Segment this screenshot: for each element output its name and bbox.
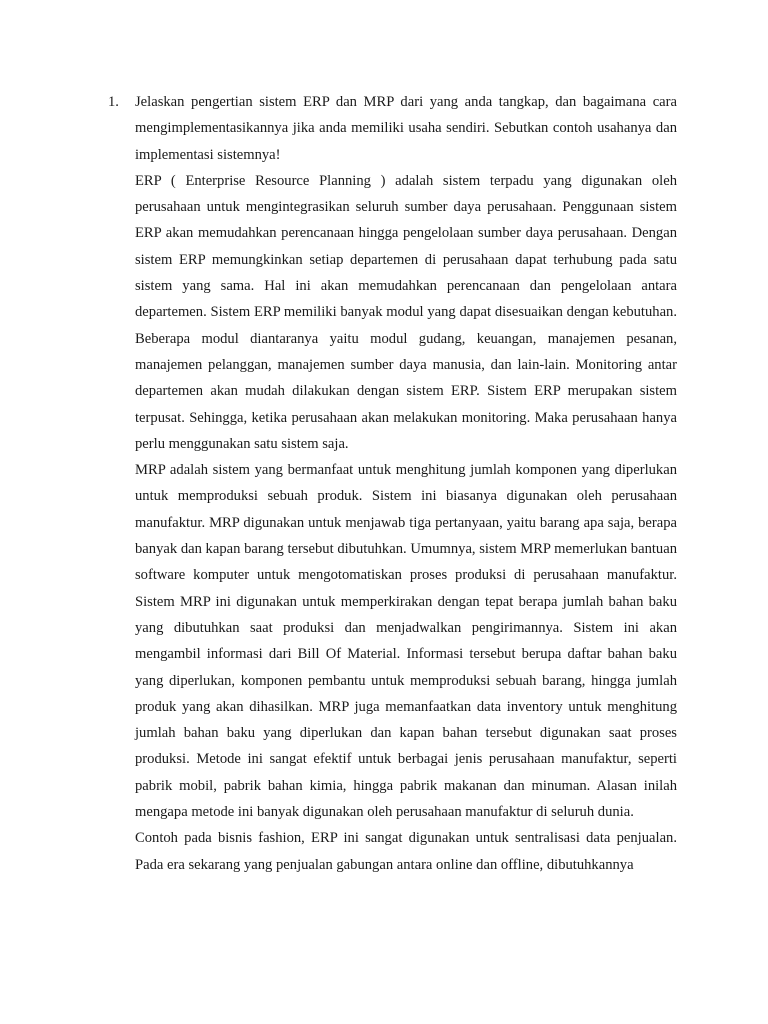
answer-paragraph-erp: ERP ( Enterprise Resource Planning ) adalah sistem terpadu yang digunakan oleh perusahaan untuk mengintegrasikan seluruh sumber daya perusahaan. Penggunaan sistem ERP akan memudahkan perencanaan hingga pengelolaan sumber daya perusahaan. Dengan sistem ERP memungkinkan setiap departemen di perusahaan dapat terhubung pada satu sistem yang sama. Hal ini akan memudahkan perencanaan dan pengelolaan antara departemen. Sistem ERP memiliki banyak modul yang dapat disesuaikan dengan kebutuhan. Beberapa modul diantaranya yaitu modul gudang, keuangan, manajemen pesanan, manajemen pelanggan, manajemen sumber daya manusia, dan lain-lain. Monitoring antar departemen akan mudah dilakukan dengan sistem ERP. Sistem ERP merupakan sistem terpusat. Sehingga, ketika perusahaan akan melakukan monitoring. Maka perusahaan hanya perlu menggunakan satu sistem saja. xyxy=(135,172,677,452)
question-text: Jelaskan pengertian sistem ERP dan MRP dari yang anda tangkap, dan bagaimana cara mengimplementasikannya jika anda memiliki usaha sendiri. Sebutkan contoh usahanya dan implementasi sistemnya! xyxy=(135,94,677,163)
list-number: 1. xyxy=(108,94,119,110)
answer-paragraph-mrp: MRP adalah sistem yang bermanfaat untuk menghitung jumlah komponen yang diperlukan untuk memproduksi sebuah produk. Sistem ini biasanya digunakan oleh perusahaan manufaktur. MRP digunakan untuk menjawab tiga pertanyaan, yaitu barang apa saja, berapa banyak dan kapan barang tersebut dibutuhkan. Umumnya, sistem MRP memerlukan bantuan software komputer untuk mengotomatiskan proses produksi di perusahaan manufaktur. Sistem MRP ini digunakan untuk memperkirakan dengan tepat berapa jumlah bahan baku yang dibutuhkan saat produksi dan menjadwalkan pengirimannya. Sistem ini akan mengambil informasi dari Bill Of Material. Informasi tersebut berupa daftar bahan baku yang diperlukan, komponen pembantu untuk memproduksi sebuah barang, hingga jumlah produk yang akan dihasilkan. MRP juga memanfaatkan data inventory untuk menghitung jumlah bahan baku yang diperlukan dan kapan bahan tersebut digunakan saat proses produksi. Metode ini sangat efektif untuk berbagai jenis perusahaan manufaktur, seperti pabrik mobil, pabrik bahan kimia, hingga pabrik makanan dan minuman. Alasan inilah mengapa metode ini banyak digunakan oleh perusahaan manufaktur di seluruh dunia. xyxy=(135,462,677,821)
answer-paragraph-example: Contoh pada bisnis fashion, ERP ini sangat digunakan untuk sentralisasi data penjualan. Pada era sekarang yang penjualan gabungan antara online dan offline, dibutuhkannya xyxy=(135,830,677,873)
list-item-content xyxy=(135,89,677,878)
